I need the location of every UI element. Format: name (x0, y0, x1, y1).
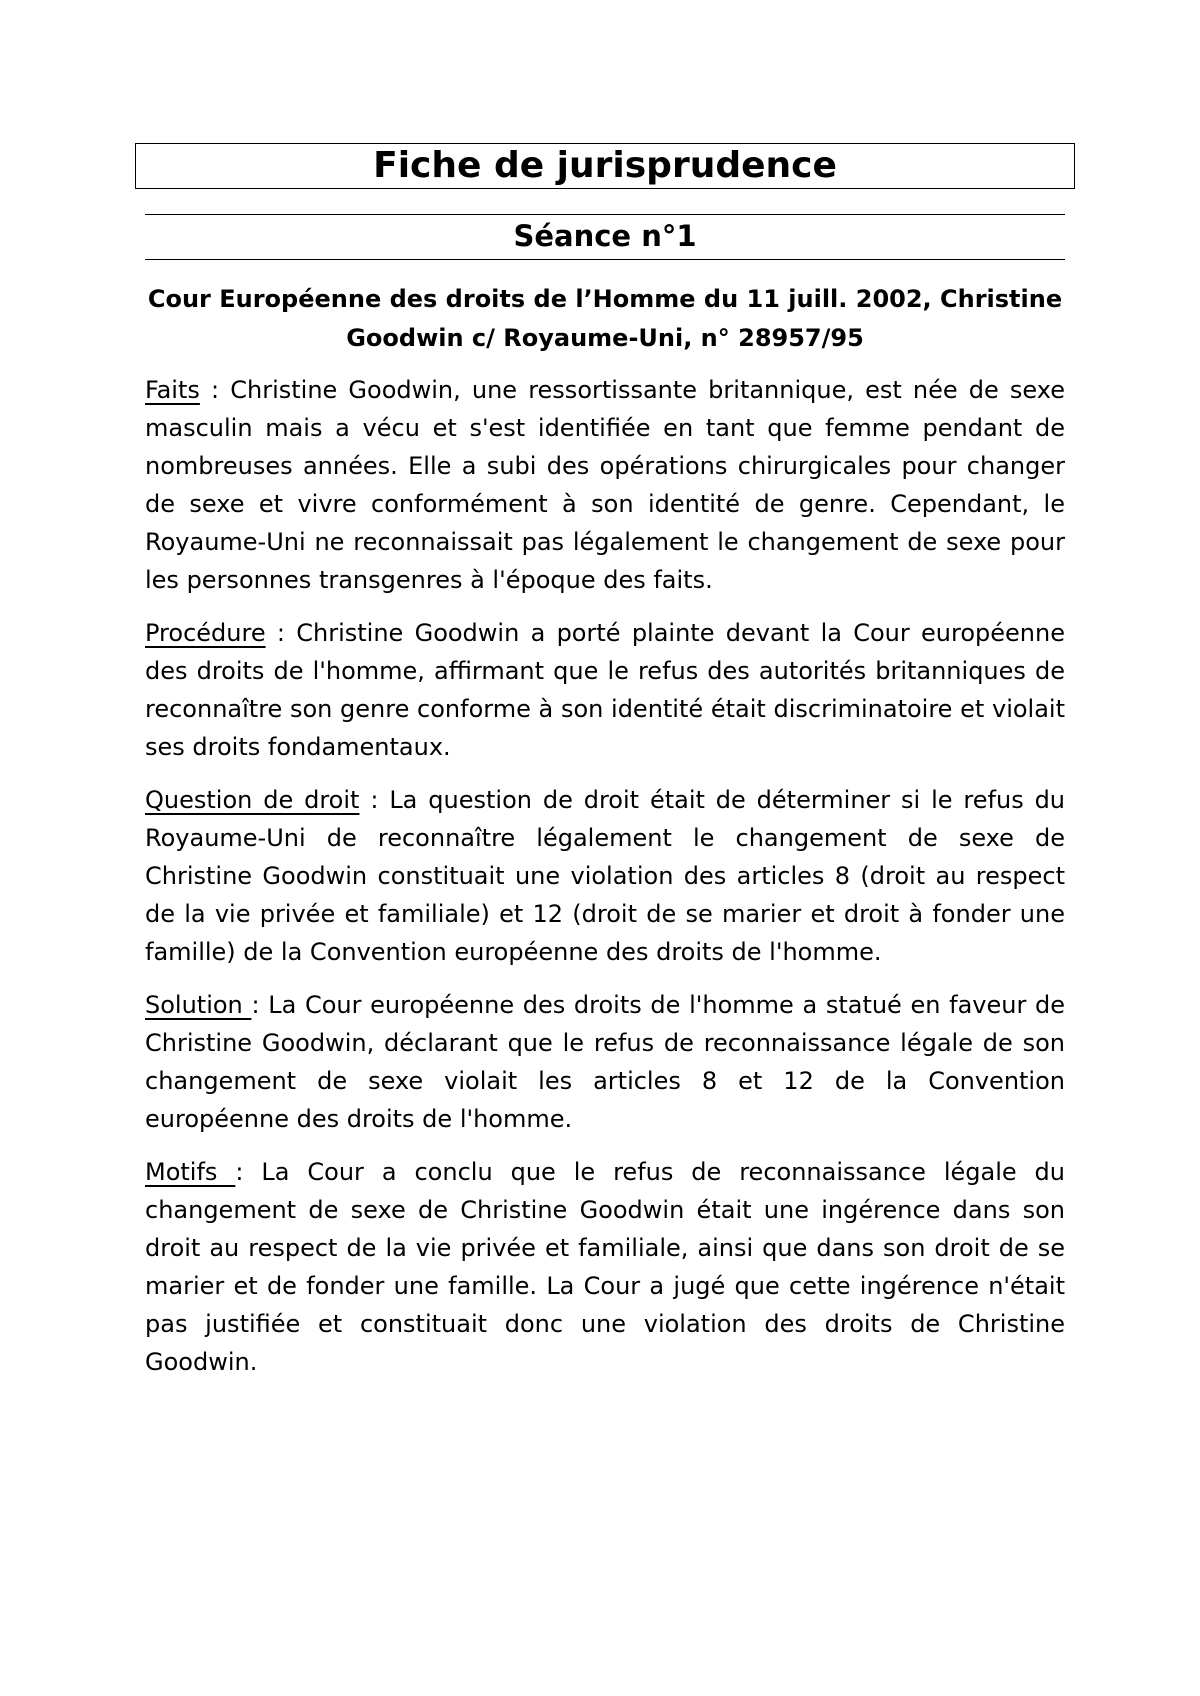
section-text: La Cour a conclu que le refus de reconnaissance légale du changement de sexe de Christine Goodwin était une ingérence dans son droit au respect de la vie privée et familiale, ainsi que dans son droit de se marier et de fonder une famille. La Cour a jugé que cette ingérence n'était pas justifiée et constituait donc une violation des droits de Christine Goodwin. (145, 1158, 1066, 1376)
section-text: Christine Goodwin, une ressortissante britannique, est née de sexe masculin mais a vécu et s'est identifiée en tant que femme pendant de nombreuses années. Elle a subi des opérations chirurgicales pour changer de sexe et vivre conformément à son identité de genre. Cependant, le Royaume-Uni ne reconnaissait pas légalement le changement de sexe pour les personnes transgenres à l'époque des faits. (145, 376, 1065, 594)
session-heading: Séance n°1 (145, 214, 1065, 260)
section-question-de-droit (145, 781, 1065, 971)
section-motifs (145, 1153, 1065, 1381)
section-separator: : (199, 376, 231, 404)
section-label: Faits (145, 376, 200, 404)
section-solution (145, 986, 1065, 1138)
section-separator: : (251, 991, 269, 1019)
section-separator: : (265, 619, 297, 647)
section-label: Solution (145, 991, 252, 1019)
document-title: Fiche de jurisprudence (135, 143, 1075, 189)
section-procedure (145, 614, 1065, 766)
section-separator: : (359, 786, 390, 814)
section-text: Christine Goodwin a porté plainte devant la Cour européenne des droits de l'homme, affirmant que le refus des autorités britanniques de reconnaître son genre conforme à son identité était discriminatoire et violait ses droits fondamentaux. (145, 619, 1065, 761)
section-label: Motifs (145, 1158, 236, 1186)
section-separator: : (235, 1158, 262, 1186)
document-body (145, 371, 1065, 1396)
section-label: Procédure (145, 619, 266, 647)
section-text: La question de droit était de déterminer si le refus du Royaume-Uni de reconnaître légalement le changement de sexe de Christine Goodwin constituait une violation des articles 8 (droit au respect de la vie privée et familiale) et 12 (droit de se marier et droit à fonder une famille) de la Convention européenne des droits de l'homme. (145, 786, 1066, 966)
section-faits (145, 371, 1065, 599)
case-title: Cour Européenne des droits de l’Homme du 11 juill. 2002, Christine Goodwin c/ Royaume-Uni, n° 28957/95 (147, 285, 1063, 352)
section-label: Question de droit (145, 786, 360, 814)
section-text: La Cour européenne des droits de l'homme a statué en faveur de Christine Goodwin, déclarant que le refus de reconnaissance légale de son changement de sexe violait les articles 8 et 12 de la Convention européenne des droits de l'homme. (145, 991, 1066, 1133)
